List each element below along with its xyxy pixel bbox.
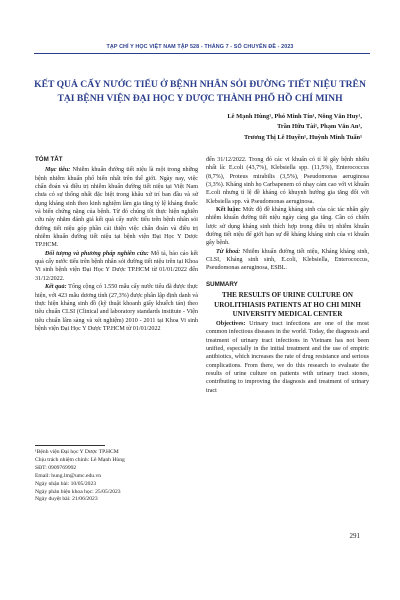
phone: SĐT: 0909769992 — [35, 464, 77, 471]
conclusion-text: Mức độ đề kháng kháng sinh của các tác nhân gây nhiễm khuẩn đường tiết niệu ngày càng gia tăng. Cần có chiến lược sử dụng kháng sinh thích hợp trong điều trị nhiễm khuẩn đường tiết niệu để giới hạn sự đề kháng kháng sinh của vi khuẩn gây bệnh. — [206, 207, 370, 247]
summary-en-heading: SUMMARY — [206, 280, 238, 288]
affiliation: ¹Bệnh viện Đại học Y Dược TP.HCM — [35, 449, 119, 455]
objectives-en-text: Urinary tract infections are one of the most common infectious diseases in the world. Today, the diagnosis and treatment of urinary tract infections in Vietnam has not been unified, especially in the initial treatment and the use of empiric antibiotics, which increases the rate of drug resistance and serious complications. From there, we do this research to evaluate the results of urine culture on patients with urinary tract stones, contributing to improving the diagnosis and treatment of urinary tract — [206, 320, 369, 394]
reviewed-date: Ngày phản biện khoa học: 25/05/2023 — [35, 488, 121, 495]
results-paragraph — [35, 283, 198, 333]
footnote — [35, 449, 198, 504]
footnote-rule — [35, 445, 105, 446]
results-text: Tổng cộng có 1.550 mẫu cấy nước tiểu đã được thực hiện, với 423 mẫu dương tính (27,3%) được phân lập định danh và thực hiện kháng sinh đồ (kỹ thuật khoanh giấy khuếch tán) theo tiêu chuẩn CLSI (Clinical and laboratory standards institute - Viện tiêu chuẩn lâm sàng và xét nghiệm) 2010 - 2011 tại Khoa Vi sinh bệnh viện Đại Học Y Dược TP.HCM từ 01/01/2022 — [35, 284, 199, 332]
email: Email: hung.lm@umc.edu.vn — [35, 472, 102, 479]
author-list — [62, 112, 362, 143]
english-title: THE RESULTS OF URINE CULTURE ON UROLITHIASIS PATIENTS AT HO CHI MINH UNIVERSITY MEDICAL CENTER — [214, 291, 361, 319]
conclusion-label: Kết luận: — [216, 207, 241, 214]
objectives-en-label: Objectives: — [216, 320, 246, 327]
objectives-en-paragraph — [206, 320, 369, 395]
results-continued: đến 31/12/2022. Trong đó các vi khuẩn có tỉ lệ gây bệnh nhiều nhất là: E.coli (43,7%), Klebsiella spp. (11,5%), Enterococcus (8,7%), Proteus mirabilis (3,5%), Pseudomonas aeruginosa (3,3%). Kháng sinh họ Carbapenem có nhạy cảm cao với vi khuẩn E.coli nhưng tỉ lệ đề kháng có khuynh hướng gia tăng đối với Klebsiella spp. và Pseudomonas aeruginosa. — [206, 157, 369, 205]
author-line: Lê Mạnh Hùng¹, Phó Minh Tín¹, Nông Văn Huy¹, — [227, 113, 362, 120]
keywords-text: Nhiễm khuẩn đường tiết niệu, Kháng kháng sinh, CLSI, Kháng sinh sinh, E.coli, Klebsiella, Enterococcus, Pseudomonas aeruginosa, ESBL. — [206, 248, 369, 272]
accepted-date: Ngày duyệt bài: 21/06/2023 — [35, 496, 98, 503]
received-date: Ngày nhận bài: 10/05/2023 — [35, 480, 97, 487]
article-title: KẾT QUẢ CẤY NƯỚC TIỂU Ở BỆNH NHÂN SỎI ĐƯỜNG TIẾT NIỆU TRÊN TẠI BỆNH VIỆN ĐẠI HỌC Y DƯỢC THÀNH PHỐ HỒ CHÍ MINH — [34, 79, 366, 104]
right-column — [206, 156, 369, 395]
keywords-label: Từ khoá: — [216, 248, 241, 255]
header-rule — [34, 53, 370, 54]
summary-vi-heading: TÓM TẮT — [35, 156, 63, 163]
methods-label: Đối tượng và phương pháp nghiên cứu: — [45, 250, 149, 257]
author-line: Trần Hữu Tài¹, Phạm Văn An¹, — [277, 123, 362, 131]
objectives-label: Mục tiêu: — [45, 167, 71, 174]
running-head: TẠP CHÍ Y HỌC VIỆT NAM TẬP 528 - THÁNG 7 - SỐ CHUYÊN ĐỀ - 2023 — [106, 44, 294, 50]
page-number: 291 — [349, 532, 360, 540]
keywords-paragraph — [206, 248, 369, 273]
spacer — [206, 273, 369, 281]
results-label: Kết quả: — [45, 284, 67, 291]
methods-paragraph — [35, 250, 198, 283]
left-column — [35, 156, 198, 333]
objectives-text: Nhiễm khuẩn đường tiết niệu là một trong những bệnh nhiễm khuẩn phổ biến nhất trên thế giới. Ngày nay, việc chẩn đoán và điều trị nhiễm khuẩn đường tiết niệu tại Việt Nam chưa có sự thống nhất đặc biệt trong khâu xử trí ban đầu và sử dụng kháng sinh theo kinh nghiệm làm gia tăng tỷ lệ kháng thuốc và biến chứng nặng của bệnh. Từ đó chúng tôi thực hiện nghiên cứu này nhằm đánh giá kết quả cấy nước tiểu trên bệnh nhân sỏi đường tiết niệu góp phần cải thiện việc chẩn đoán và điều trị nhiễm khuẩn đường tiết niệu tại bệnh viện Đại Học Y Dược TP.HCM. — [35, 167, 198, 249]
author-line: Trương Thị Lê Huyền¹, Huỳnh Minh Tuấn¹ — [243, 133, 362, 141]
methods-text: Mô tả, báo cáo kết quả cấy nước tiểu trên bệnh nhân sỏi đường tiết niệu trên tại Khoa Vi sinh bệnh viện Đại Học Y Dược TP.HCM từ 01/01/2022 đến 31/12/2022. — [35, 250, 198, 282]
objectives-paragraph — [35, 166, 198, 249]
corresponding-author: Chịu trách nhiệm chính: Lê Mạnh Hùng — [35, 456, 125, 463]
conclusion-paragraph — [206, 206, 369, 248]
